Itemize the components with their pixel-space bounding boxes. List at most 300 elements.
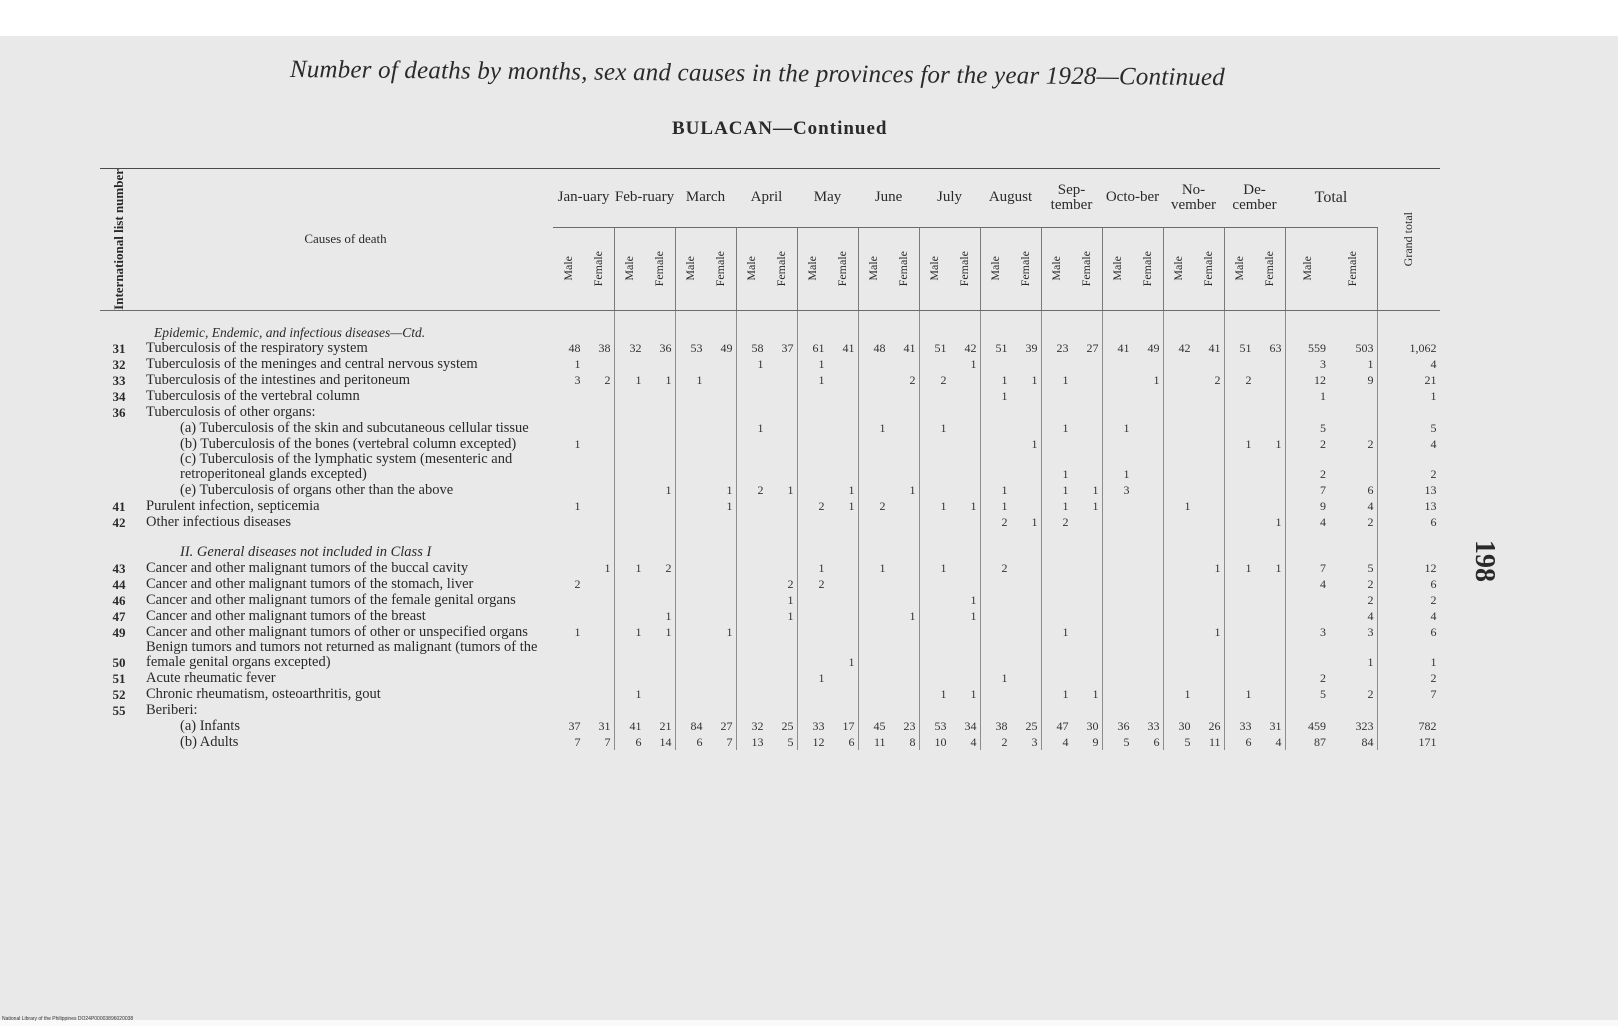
row-value bbox=[1133, 404, 1164, 420]
row-value bbox=[1072, 560, 1103, 576]
row-value: 1 bbox=[1430, 655, 1437, 670]
row-value bbox=[767, 686, 798, 702]
row-value: 39 bbox=[1011, 340, 1042, 356]
header-male bbox=[1285, 227, 1329, 310]
row-value bbox=[767, 640, 798, 670]
row-value bbox=[1133, 310, 1164, 340]
row-value: 5 bbox=[1430, 421, 1437, 436]
header-male-label: Male bbox=[1299, 256, 1314, 282]
table-row bbox=[100, 734, 1440, 750]
page-subtitle: BULACAN—Continued bbox=[672, 118, 888, 139]
row-value: 31 bbox=[1255, 718, 1286, 734]
row-value bbox=[1194, 592, 1225, 608]
header-male-label: Male bbox=[744, 256, 758, 282]
row-value bbox=[614, 482, 645, 498]
row-value bbox=[858, 530, 889, 560]
row-value bbox=[1224, 452, 1255, 482]
row-value bbox=[1163, 310, 1194, 340]
row-value bbox=[736, 514, 767, 530]
row-value bbox=[1255, 452, 1286, 482]
row-value bbox=[1072, 372, 1103, 388]
row-value bbox=[1011, 702, 1042, 718]
row-value: 1 bbox=[1072, 482, 1103, 498]
header-female bbox=[1329, 227, 1377, 310]
row-value bbox=[1041, 356, 1072, 372]
row-value bbox=[828, 624, 859, 640]
row-value bbox=[919, 640, 950, 670]
row-value bbox=[1224, 530, 1255, 560]
row-value bbox=[1224, 576, 1255, 592]
row-value: 6 bbox=[1245, 735, 1252, 750]
row-value: 45 bbox=[873, 719, 886, 734]
row-value bbox=[706, 356, 737, 372]
row-value bbox=[1194, 404, 1225, 420]
row-value bbox=[858, 452, 889, 482]
row-value: 17 bbox=[828, 718, 859, 734]
row-value bbox=[1255, 372, 1286, 388]
header-female-label: Female bbox=[1201, 251, 1215, 287]
row-value bbox=[797, 640, 828, 670]
row-value bbox=[1285, 404, 1329, 420]
row-value bbox=[1329, 310, 1377, 340]
header-month: March bbox=[675, 169, 736, 228]
row-value: 1 bbox=[950, 686, 981, 702]
row-value bbox=[1285, 702, 1329, 718]
row-value bbox=[858, 482, 889, 498]
table-row bbox=[100, 452, 1440, 482]
row-value bbox=[736, 576, 767, 592]
row-value: 37 bbox=[767, 340, 798, 356]
row-value bbox=[645, 404, 676, 420]
row-value bbox=[675, 482, 706, 498]
row-cause: Cancer and other malignant tumors of the stomach, liver bbox=[146, 576, 474, 593]
row-value bbox=[1255, 686, 1286, 702]
row-value bbox=[645, 576, 676, 592]
row-value bbox=[675, 310, 706, 340]
row-value: 1 bbox=[645, 372, 676, 388]
row-value bbox=[858, 608, 889, 624]
row-value: 1 bbox=[940, 687, 947, 702]
row-value bbox=[584, 420, 615, 436]
row-value: 4 bbox=[1320, 515, 1326, 530]
row-value bbox=[675, 404, 706, 420]
row-value bbox=[1255, 498, 1286, 514]
row-value: 11 bbox=[1194, 734, 1225, 750]
row-code bbox=[100, 310, 138, 340]
row-value bbox=[553, 670, 584, 686]
row-code: 52 bbox=[112, 687, 126, 703]
row-value bbox=[858, 514, 889, 530]
row-value: 12 bbox=[812, 735, 825, 750]
header-female bbox=[706, 227, 737, 310]
row-value bbox=[1255, 608, 1286, 624]
row-value bbox=[950, 560, 981, 576]
row-value bbox=[828, 702, 859, 718]
row-code: 43 bbox=[112, 561, 126, 577]
row-value bbox=[1194, 388, 1225, 404]
row-value: 84 bbox=[1329, 734, 1377, 750]
row-value bbox=[767, 372, 798, 388]
row-value: 1 bbox=[584, 560, 615, 576]
row-value: 1 bbox=[635, 373, 642, 388]
row-value bbox=[1102, 608, 1133, 624]
header-male bbox=[1102, 227, 1133, 310]
row-code: 33 bbox=[112, 373, 126, 389]
row-value: 41 bbox=[1194, 340, 1225, 356]
row-value: 1 bbox=[1011, 436, 1042, 452]
row-value: 34 bbox=[950, 718, 981, 734]
row-value bbox=[1255, 702, 1286, 718]
row-value bbox=[614, 576, 645, 592]
row-value bbox=[1102, 310, 1133, 340]
row-value: 5 bbox=[1184, 735, 1191, 750]
row-value bbox=[858, 404, 889, 420]
header-female-label: Female bbox=[774, 251, 788, 287]
row-value bbox=[828, 388, 859, 404]
table-row bbox=[100, 592, 1440, 608]
row-value bbox=[980, 702, 1011, 718]
row-cause: Tuberculosis of other organs: bbox=[146, 404, 316, 421]
row-value bbox=[645, 498, 676, 514]
header-female-label: Female bbox=[713, 251, 727, 287]
row-code: 46 bbox=[112, 593, 126, 609]
row-value: 1 bbox=[1001, 671, 1008, 686]
row-value bbox=[1255, 388, 1286, 404]
row-value bbox=[553, 530, 584, 560]
row-value bbox=[858, 372, 889, 388]
row-value bbox=[1255, 404, 1286, 420]
row-value: 1 bbox=[879, 561, 886, 576]
row-value bbox=[828, 372, 859, 388]
row-value bbox=[1285, 310, 1329, 340]
row-value bbox=[1133, 608, 1164, 624]
row-value bbox=[584, 482, 615, 498]
row-value bbox=[828, 356, 859, 372]
row-value: 41 bbox=[629, 719, 642, 734]
header-male bbox=[1163, 227, 1194, 310]
row-value: 9 bbox=[1072, 734, 1103, 750]
row-value: 1 bbox=[696, 373, 703, 388]
row-cause: Cancer and other malignant tumors of the female genital organs bbox=[146, 592, 516, 609]
row-value bbox=[950, 670, 981, 686]
row-value bbox=[767, 624, 798, 640]
row-value: 171 bbox=[1418, 735, 1437, 750]
row-value bbox=[1072, 436, 1103, 452]
row-value bbox=[828, 310, 859, 340]
header-male bbox=[553, 227, 584, 310]
row-code: 32 bbox=[112, 357, 126, 373]
header-month: Jan-uary bbox=[553, 169, 614, 228]
row-value bbox=[858, 592, 889, 608]
row-value bbox=[736, 452, 767, 482]
row-value: 41 bbox=[828, 340, 859, 356]
row-value bbox=[1133, 388, 1164, 404]
row-value bbox=[1194, 310, 1225, 340]
row-value bbox=[1163, 640, 1194, 670]
row-value bbox=[1041, 436, 1072, 452]
row-value: 1 bbox=[757, 357, 764, 372]
row-value bbox=[1133, 576, 1164, 592]
row-value: 4 bbox=[1320, 577, 1326, 592]
row-value: 5 bbox=[767, 734, 798, 750]
row-value bbox=[950, 310, 981, 340]
row-value: 2 bbox=[818, 577, 825, 592]
row-value bbox=[675, 670, 706, 686]
row-value bbox=[1163, 404, 1194, 420]
row-value bbox=[1133, 436, 1164, 452]
header-month: June bbox=[858, 169, 919, 228]
row-value bbox=[767, 310, 798, 340]
row-value: 1 bbox=[635, 561, 642, 576]
row-value bbox=[614, 452, 645, 482]
row-value bbox=[584, 356, 615, 372]
row-code: 47 bbox=[112, 609, 126, 625]
row-value: 1 bbox=[767, 482, 798, 498]
header-female bbox=[828, 227, 859, 310]
row-value bbox=[1224, 702, 1255, 718]
row-value: 1 bbox=[1329, 640, 1377, 670]
header-male bbox=[1224, 227, 1255, 310]
header-male bbox=[614, 227, 645, 310]
row-value: 1 bbox=[818, 357, 825, 372]
header-month: No-vember bbox=[1163, 169, 1224, 228]
row-value bbox=[950, 404, 981, 420]
row-value: 2 bbox=[818, 499, 825, 514]
row-value: 1 bbox=[574, 437, 581, 452]
row-value bbox=[1041, 640, 1072, 670]
row-value bbox=[553, 686, 584, 702]
row-cause: II. General diseases not included in Class I bbox=[180, 544, 432, 561]
row-value: 2 bbox=[1329, 514, 1377, 530]
row-value bbox=[919, 436, 950, 452]
row-value bbox=[797, 436, 828, 452]
row-value bbox=[1133, 514, 1164, 530]
row-value bbox=[1194, 482, 1225, 498]
row-value bbox=[1163, 356, 1194, 372]
row-value bbox=[1285, 608, 1329, 624]
row-value: 1 bbox=[940, 561, 947, 576]
row-value bbox=[1255, 670, 1286, 686]
header-female bbox=[1133, 227, 1164, 310]
row-value: 1 bbox=[950, 592, 981, 608]
header-female-label: Female bbox=[1262, 251, 1276, 287]
row-value bbox=[736, 530, 767, 560]
row-value: 1 bbox=[889, 482, 920, 498]
row-value: 51 bbox=[934, 341, 947, 356]
row-value bbox=[553, 388, 584, 404]
row-value: 1 bbox=[574, 499, 581, 514]
row-value: 1 bbox=[940, 499, 947, 514]
row-value bbox=[1041, 670, 1072, 686]
table-row bbox=[100, 670, 1440, 686]
row-code: 31 bbox=[112, 341, 126, 357]
footer-text: National Library of the Philippines DO24P00003896020038 bbox=[2, 1016, 134, 1022]
row-value bbox=[1011, 388, 1042, 404]
row-value bbox=[767, 436, 798, 452]
row-value bbox=[645, 640, 676, 670]
row-value bbox=[706, 608, 737, 624]
row-value: 31 bbox=[584, 718, 615, 734]
row-value bbox=[1163, 576, 1194, 592]
row-value bbox=[980, 624, 1011, 640]
row-value bbox=[919, 310, 950, 340]
row-value bbox=[1072, 670, 1103, 686]
table-row bbox=[100, 530, 1440, 560]
row-value bbox=[614, 702, 645, 718]
row-value bbox=[1102, 576, 1133, 592]
row-value: 1 bbox=[757, 421, 764, 436]
row-value: 1 bbox=[1062, 483, 1069, 498]
row-value bbox=[1163, 702, 1194, 718]
row-value bbox=[1072, 388, 1103, 404]
row-value bbox=[797, 388, 828, 404]
row-value bbox=[1011, 670, 1042, 686]
row-value bbox=[858, 702, 889, 718]
row-value: 6 bbox=[1430, 577, 1437, 592]
row-value bbox=[889, 452, 920, 482]
header-month: De-cember bbox=[1224, 169, 1285, 228]
row-value: 12 bbox=[1314, 373, 1326, 388]
row-value bbox=[645, 514, 676, 530]
table-row bbox=[100, 640, 1440, 670]
row-value: 2 bbox=[757, 483, 764, 498]
row-value bbox=[1041, 310, 1072, 340]
row-value: 2 bbox=[879, 499, 886, 514]
row-value: 1 bbox=[1255, 514, 1286, 530]
row-value bbox=[1224, 420, 1255, 436]
row-value: 13 bbox=[1424, 483, 1437, 498]
row-value: 7 bbox=[1320, 483, 1326, 498]
row-value: 1 bbox=[574, 625, 581, 640]
header-causes: Causes of death bbox=[138, 169, 553, 311]
row-value bbox=[889, 670, 920, 686]
row-value bbox=[1255, 356, 1286, 372]
row-value: 53 bbox=[934, 719, 947, 734]
row-value bbox=[1133, 356, 1164, 372]
row-value: 41 bbox=[1117, 341, 1130, 356]
row-value: 1 bbox=[1062, 421, 1069, 436]
row-value bbox=[736, 310, 767, 340]
row-value: 1 bbox=[828, 498, 859, 514]
row-value: 21 bbox=[645, 718, 676, 734]
row-value bbox=[950, 452, 981, 482]
row-value bbox=[1224, 624, 1255, 640]
header-female-label: Female bbox=[591, 251, 605, 287]
row-value bbox=[1011, 640, 1042, 670]
row-value: 10 bbox=[934, 735, 947, 750]
row-value bbox=[614, 608, 645, 624]
row-value bbox=[1224, 356, 1255, 372]
row-value bbox=[889, 404, 920, 420]
row-value: 1 bbox=[1001, 373, 1008, 388]
row-value: 2 bbox=[1329, 436, 1377, 452]
row-value bbox=[614, 356, 645, 372]
row-cause: Cancer and other malignant tumors of other or unspecified organs bbox=[146, 624, 528, 641]
row-value: 6 bbox=[828, 734, 859, 750]
row-value: 1 bbox=[706, 482, 737, 498]
row-value: 2 bbox=[584, 372, 615, 388]
row-value bbox=[1041, 702, 1072, 718]
row-cause: Purulent infection, septicemia bbox=[146, 498, 320, 515]
row-value bbox=[858, 624, 889, 640]
header-male-label: Male bbox=[1171, 256, 1185, 282]
row-value bbox=[1102, 388, 1133, 404]
row-value bbox=[553, 310, 584, 340]
header-female bbox=[1011, 227, 1042, 310]
row-value bbox=[1163, 372, 1194, 388]
row-value: 27 bbox=[1072, 340, 1103, 356]
row-value bbox=[1133, 498, 1164, 514]
row-value bbox=[736, 404, 767, 420]
row-value bbox=[1329, 670, 1377, 686]
row-value bbox=[675, 702, 706, 718]
row-value bbox=[1329, 388, 1377, 404]
row-value: 1 bbox=[889, 608, 920, 624]
row-value: 1 bbox=[1255, 436, 1286, 452]
row-value bbox=[614, 498, 645, 514]
row-value: 84 bbox=[690, 719, 703, 734]
row-value: 14 bbox=[645, 734, 676, 750]
row-value: 1 bbox=[1194, 560, 1225, 576]
row-value bbox=[675, 452, 706, 482]
row-value bbox=[1072, 530, 1103, 560]
row-value bbox=[1377, 702, 1440, 718]
row-value bbox=[706, 310, 737, 340]
row-value: 1 bbox=[1184, 687, 1191, 702]
row-value bbox=[1194, 530, 1225, 560]
row-value bbox=[1194, 576, 1225, 592]
row-value bbox=[1329, 530, 1377, 560]
row-value bbox=[1072, 452, 1103, 482]
row-value bbox=[1072, 592, 1103, 608]
row-value: 51 bbox=[995, 341, 1008, 356]
table-row bbox=[100, 436, 1440, 452]
row-value bbox=[706, 436, 737, 452]
row-code: 51 bbox=[112, 671, 126, 687]
row-value: 1 bbox=[1062, 499, 1069, 514]
row-value bbox=[1377, 530, 1440, 560]
row-value bbox=[858, 576, 889, 592]
row-value: 7 bbox=[584, 734, 615, 750]
row-value bbox=[736, 372, 767, 388]
row-value bbox=[1224, 310, 1255, 340]
row-value bbox=[675, 356, 706, 372]
row-value: 38 bbox=[995, 719, 1008, 734]
row-cause: (a) Infants bbox=[180, 718, 240, 735]
row-value: 58 bbox=[751, 341, 764, 356]
deaths-table bbox=[100, 168, 1440, 750]
header-intl-label: International list number bbox=[111, 169, 126, 310]
row-value: 42 bbox=[1178, 341, 1191, 356]
row-cause: Acute rheumatic fever bbox=[146, 670, 276, 687]
row-value bbox=[858, 670, 889, 686]
row-value: 1 bbox=[645, 482, 676, 498]
row-code bbox=[100, 452, 138, 482]
row-value: 2 bbox=[1245, 373, 1252, 388]
header-male-label: Male bbox=[1232, 256, 1246, 282]
row-value bbox=[1011, 576, 1042, 592]
row-value: 6 bbox=[1329, 482, 1377, 498]
row-value bbox=[736, 436, 767, 452]
row-value bbox=[980, 640, 1011, 670]
row-value bbox=[706, 560, 737, 576]
row-cause: (c) Tuberculosis of the lymphatic system (mesenteric and retroperitoneal glands excepted) bbox=[180, 451, 513, 483]
row-value: 27 bbox=[706, 718, 737, 734]
table-row bbox=[100, 420, 1440, 436]
row-value: 5 bbox=[1320, 421, 1326, 436]
header-male-label: Male bbox=[1110, 256, 1124, 282]
row-value bbox=[828, 452, 859, 482]
